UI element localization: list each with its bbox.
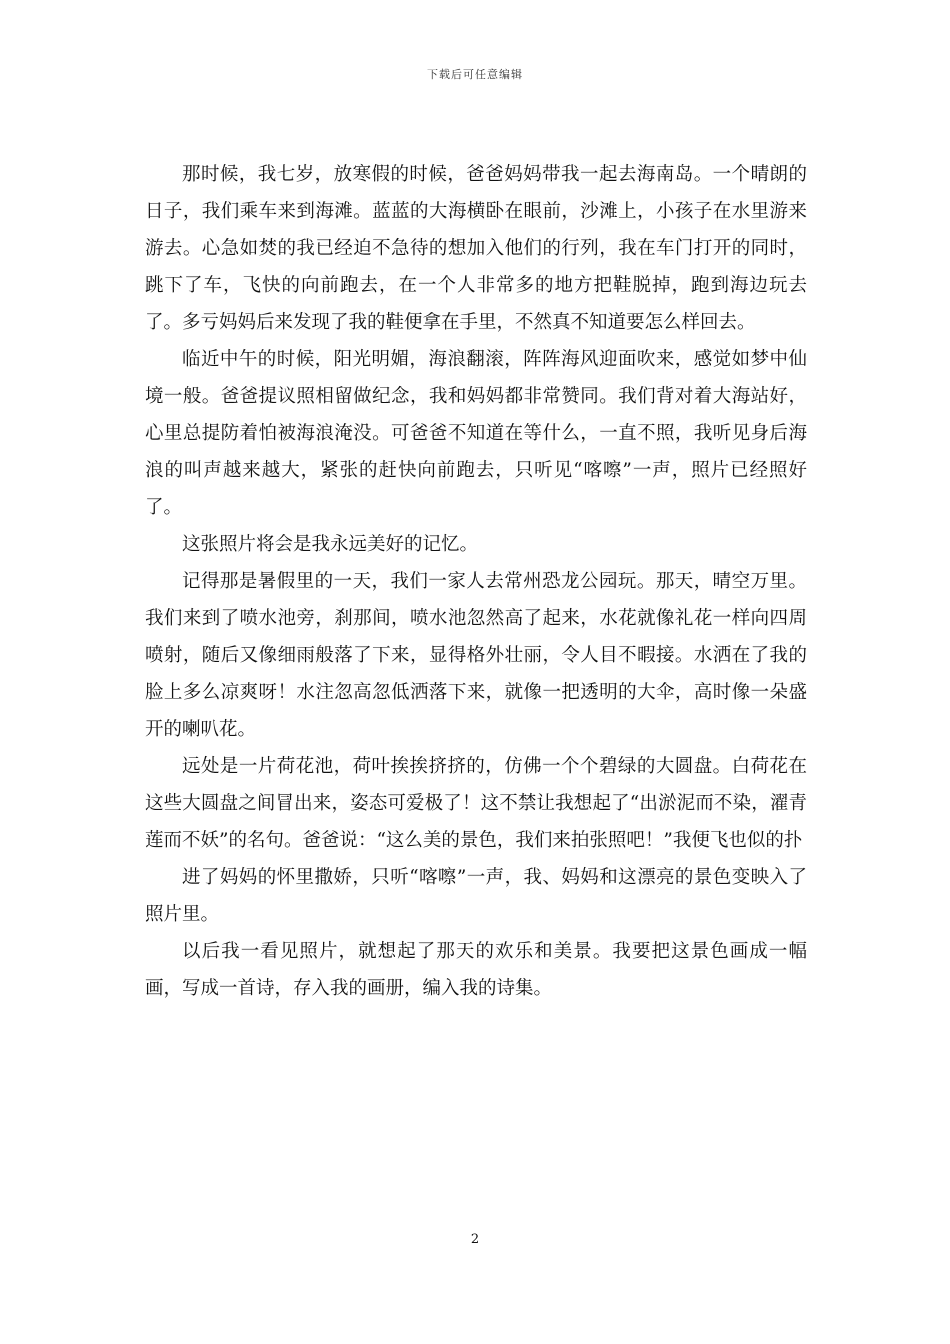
paragraph: 临近中午的时候，阳光明媚，海浪翻滚，阵阵海风迎面吹来，感觉如梦中仙境一般。爸爸提议照相留做纪念，我和妈妈都非常赞同。我们背对着大海站好，心里总提防着怕被海浪淹没。可爸爸不知道在等什么，一直不照，我听见身后海浪的叫声越来越大，紧张的赶快向前跑去，只听见“喀嚓”一声，照片已经照好了。 (145, 349, 807, 518)
paragraph: 这张照片将会是我永远美好的记忆。 (182, 534, 479, 555)
page-header: 下载后可任意编辑 (427, 68, 523, 81)
paragraph: 记得那是暑假里的一天，我们一家人去常州恐龙公园玩。那天，晴空万里。我们来到了喷水池旁，刹那间，喷水池忽然高了起来，水花就像礼花一样向四周喷射，随后又像细雨般落了下来，显得格外壮丽，令人目不暇接。水洒在了我的脸上多么凉爽呀！水注忽高忽低洒落下来，就像一把透明的大伞，高时像一朵盛开的喇叭花。 (145, 571, 807, 740)
paragraph: 远处是一片荷花池，荷叶挨挨挤挤的，仿佛一个个碧绿的大圆盘。白荷花在这些大圆盘之间冒出来，姿态可爱极了！这不禁让我想起了“出淤泥而不染，濯青莲而不妖”的名句。爸爸说：“这么美的景色，我们来拍张照吧！”我便飞也似的扑 (145, 756, 807, 851)
document-body (145, 156, 807, 1007)
page-number: 2 (470, 1232, 480, 1247)
paragraph: 那时候，我七岁，放寒假的时候，爸爸妈妈带我一起去海南岛。一个晴朗的日子，我们乘车来到海滩。蓝蓝的大海横卧在眼前，沙滩上，小孩子在水里游来游去。心急如焚的我已经迫不急待的想加入他们的行列，我在车门打开的同时，跳下了车，飞快的向前跑去，在一个人非常多的地方把鞋脱掉，跑到海边玩去了。多亏妈妈后来发现了我的鞋便拿在手里，不然真不知道要怎么样回去。 (145, 164, 807, 333)
paragraph: 以后我一看见照片，就想起了那天的欢乐和美景。我要把这景色画成一幅画，写成一首诗，存入我的画册，编入我的诗集。 (145, 941, 807, 999)
paragraph: 进了妈妈的怀里撒娇，只听“喀嚓”一声，我、妈妈和这漂亮的景色变映入了照片里。 (145, 867, 807, 925)
